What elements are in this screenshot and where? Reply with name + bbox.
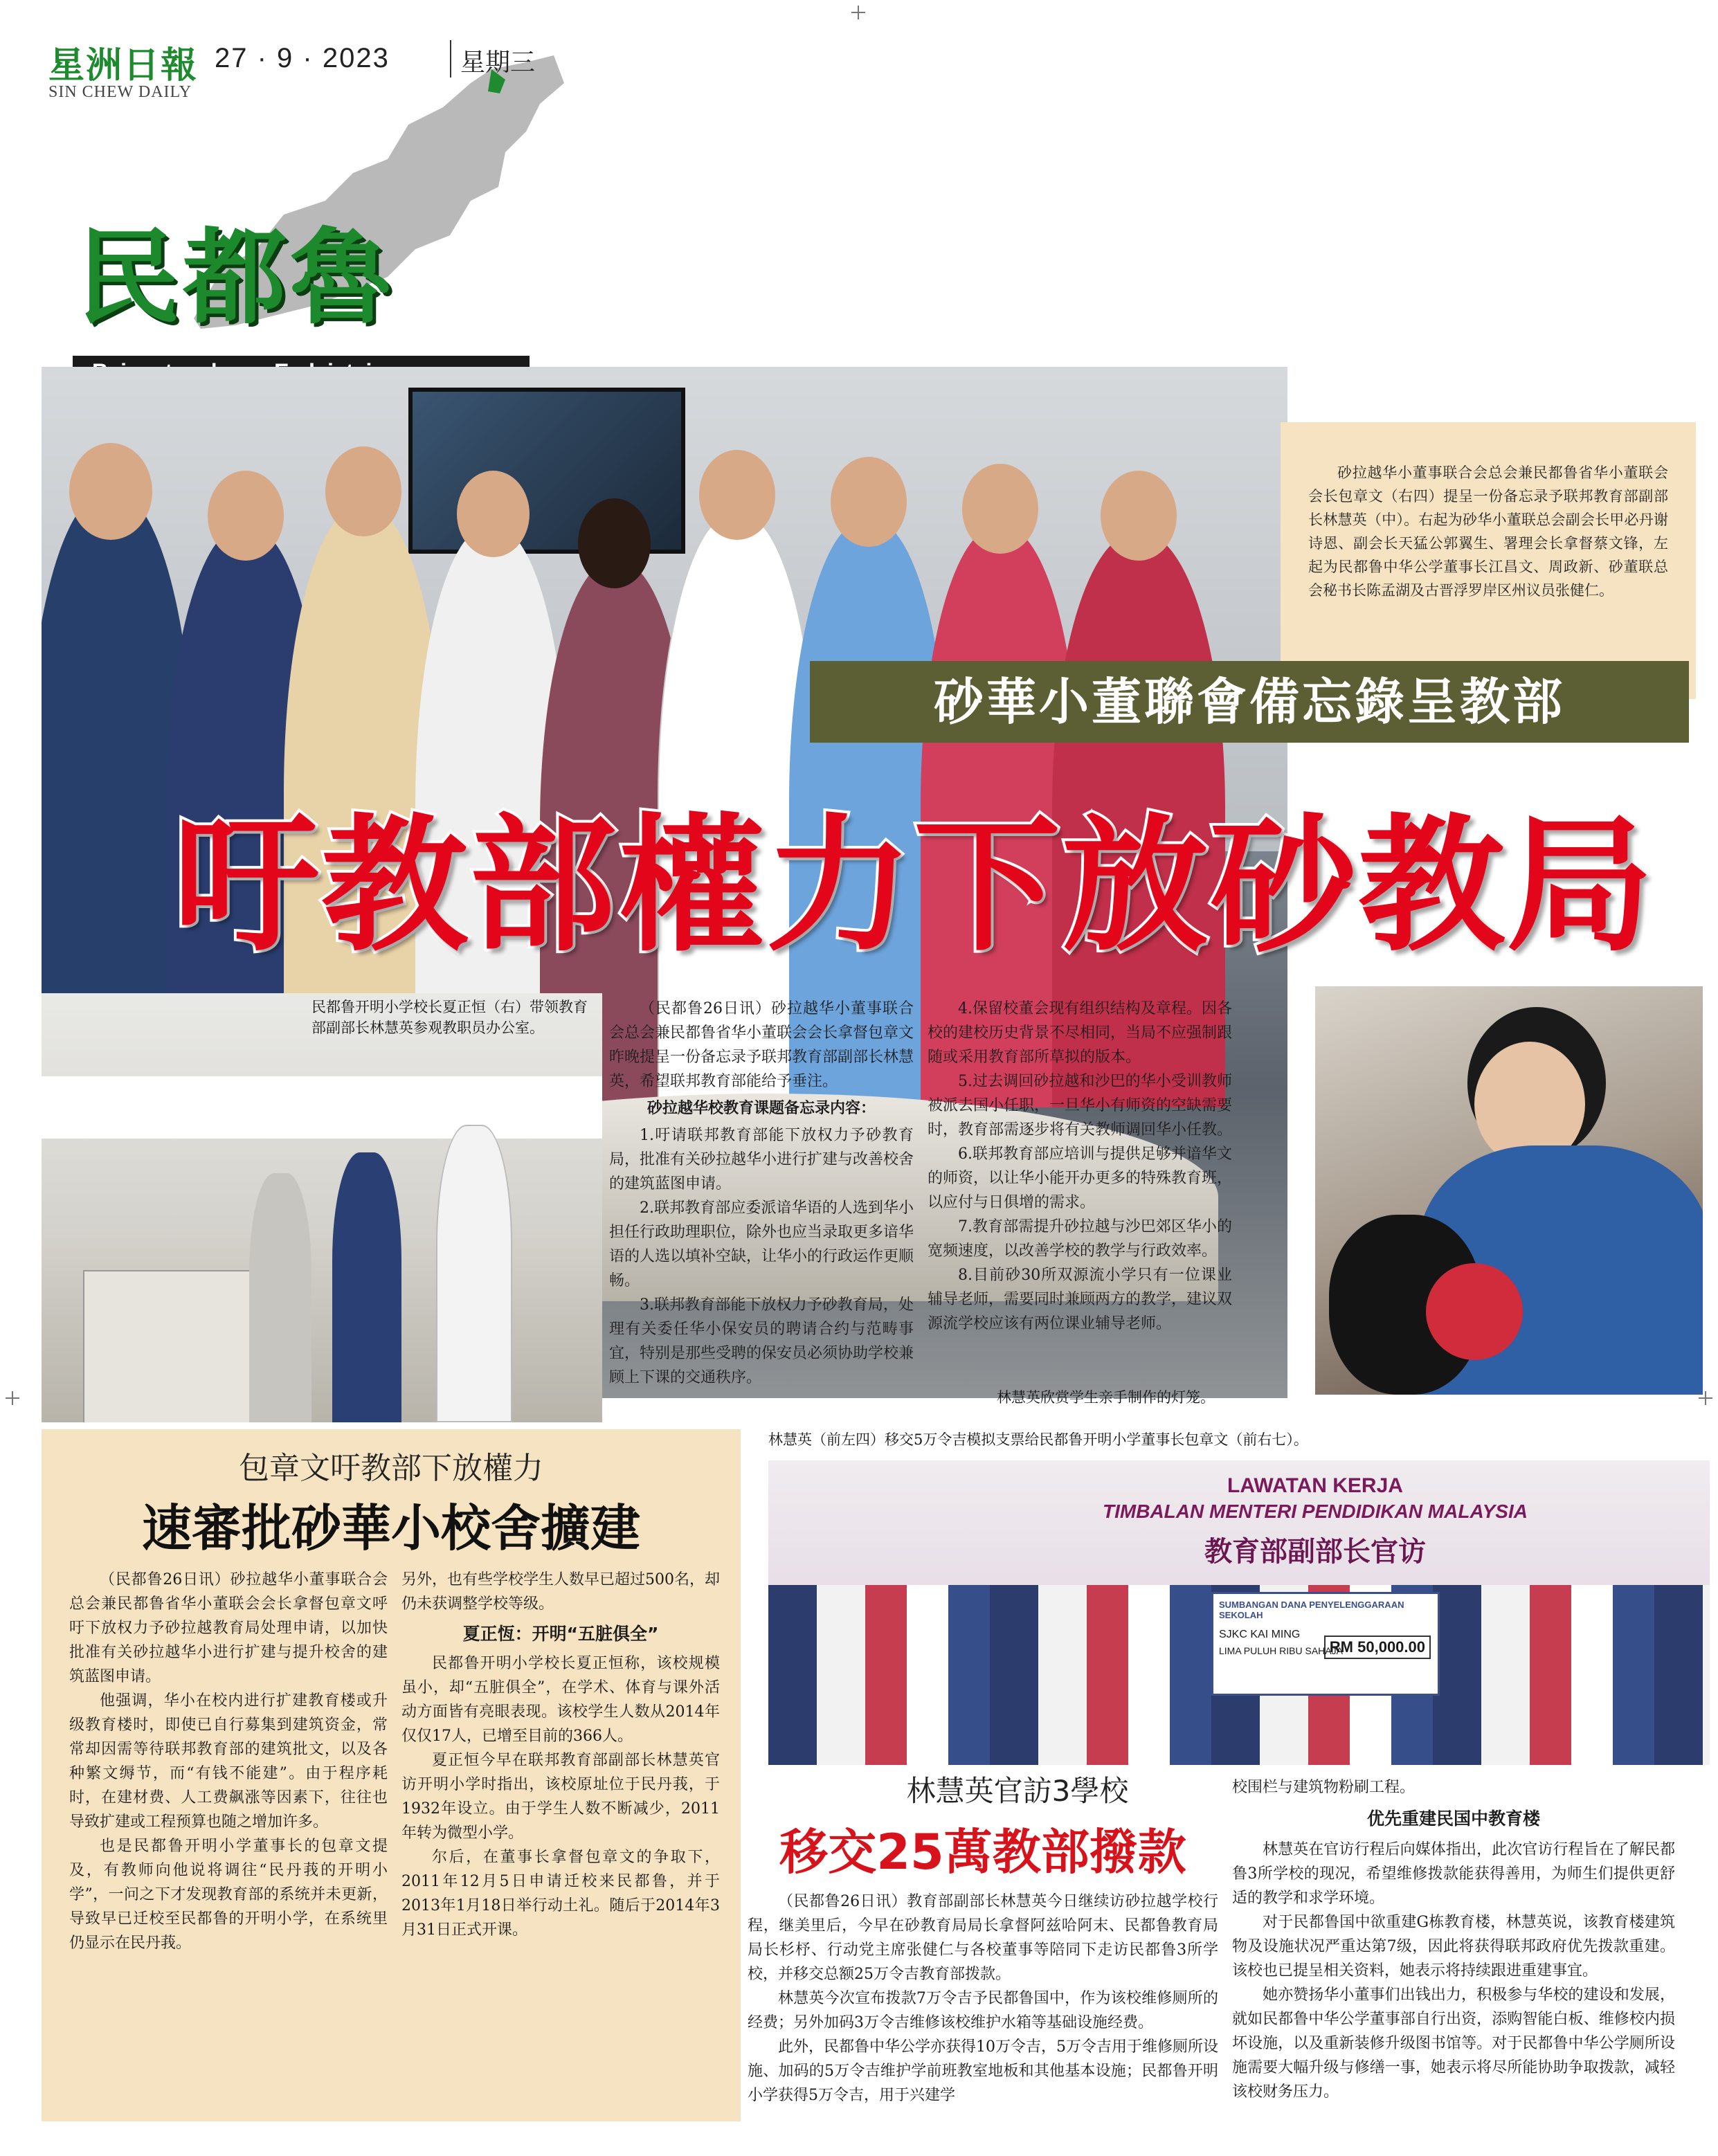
- left-article: [42, 1429, 741, 2121]
- photo-person-head: [1101, 471, 1177, 561]
- article-paragraph: 他强调，华小在校内进行扩建教育楼或升级教育楼时，即使已自行募集到建筑资金，常常却因需等待联邦教育部的建筑批文，以及各种繁文缛节，而“有钱不能建”。由于程序耗时，在建材费、人工费飙涨等因素下，往往也导致扩建或工程预算也随之增加许多。: [69, 1692, 388, 1831]
- photo-person-head: [578, 498, 651, 588]
- article-paragraph: 她亦赞扬华小董事们出钱出力，积极参与华校的建设和发展，就如民都鲁中华公学董事部自行出资，添购智能白板、维修校内损坏设施，以及重新装修升级图书馆等。对于民都鲁中华公学厕所设施需要大幅升级与修缮一事，她表示将尽所能协助争取拨款，减轻该校财务压力。: [1232, 1986, 1675, 2101]
- banner-text: TIMBALAN MENTERI PENDIDIKAN MALAYSIA: [1103, 1501, 1528, 1522]
- cheque-amount: RM 50,000.00: [1324, 1636, 1431, 1659]
- article-paragraph: （民都鲁26日讯）砂拉越华小董事联合会总会兼民都鲁省华小董联会会长拿督包章文呼吁下放权力予砂拉越教育局处理申请，以加快批准有关砂拉越华小进行扩建与提升校舍的建筑蓝图申请。: [69, 1571, 388, 1685]
- left-article-headline: 速審批砂華小校舍擴建: [141, 1499, 640, 1557]
- article-subheading: 夏正恆：开明“五脏俱全”: [462, 1624, 659, 1644]
- memo-item: 2.联邦教育部应委派谙华语的人选到华小担任行政助理职位，除外也应当录取更多谙华语的人选以填补空缺，让华小的行政运作更顺畅。: [609, 1199, 914, 1289]
- article-column: [401, 1568, 720, 1942]
- cheque-photo: [768, 1460, 1710, 1765]
- article-column: [748, 1890, 1218, 2108]
- photo-person-head: [325, 446, 401, 536]
- article-paragraph: 林慧英今次宣布拨款7万令吉予民都鲁国中，作为该校维修厕所的经费；另外加码3万令吉维修该校维护水箱等基础设施经费。: [748, 1990, 1218, 2031]
- memo-item: 4.保留校董会现有组织结构及章程。因各校的建校历史背景不尽相同，当局不应强制跟随或采用教育部所草拟的版本。: [928, 1000, 1233, 1066]
- memo-item: 8.目前砂30所双源流小学只有一位课业辅导老师，需要同时兼顾两方的教学，建议双源流学校应该有两位课业辅导老师。: [928, 1267, 1233, 1332]
- photo-person-head: [69, 443, 152, 540]
- photo-person: [436, 1125, 512, 1422]
- photo-lantern: [1426, 1263, 1523, 1360]
- article-column: [928, 997, 1232, 1336]
- article-paragraph: 夏正恒今早在联邦教育部副部长林慧英官访开明小学时指出，该校原址位于民丹莪，于1932年设立。由于学生人数不断减少，2011年转为微型小学。: [401, 1752, 720, 1842]
- brand-logo-cn: 星洲日報: [48, 44, 199, 87]
- photo-person-head: [831, 457, 907, 547]
- photo-person-head: [699, 450, 775, 540]
- issue-weekday: 星期三: [460, 48, 536, 77]
- article-paragraph: 林慧英在官访行程后向媒体指出，此次官访行程旨在了解民都鲁3所学校的现况，希望维修拨款能获得善用，为师生们提供更舒适的教学和求学环境。: [1232, 1841, 1675, 1907]
- lantern-photo: [1315, 986, 1703, 1395]
- photo-desk: [83, 1270, 263, 1422]
- left-article-kicker: 包章文吁教部下放權力: [239, 1451, 543, 1486]
- memo-item: 3.联邦教育部能下放权力予砂教育局，处理有关委任华小保安员的聘请合约与范畴事宜，特别是那些受聘的保安员必须协助学校兼顾上下课的交通秩序。: [609, 1296, 914, 1386]
- mock-cheque: [1211, 1592, 1440, 1696]
- banner-text: LAWATAN KERJA: [1227, 1474, 1403, 1497]
- article-subheading: 优先重建民国中教育楼: [1366, 1809, 1540, 1829]
- subheadline: 砂華小董聯會備忘錄呈教部: [810, 661, 1689, 743]
- article-paragraph: 民都鲁开明小学校长夏正恒称，该校规模虽小，却“五脏俱全”，在学术、体育与课外活动方面皆有亮眼表现。该校学生人数从2014年仅仅17人，已增至目前的366人。: [401, 1655, 720, 1745]
- photo-person-head: [457, 471, 530, 557]
- photo-person-head: [208, 471, 284, 561]
- article-paragraph: （民都鲁26日讯）教育部副部长林慧英今日继续访砂拉越学校行程，继美里后，今早在砂教育局局长拿督阿兹哈阿末、民都鲁教育局局长杉杼、行动党主席张健仁与各校董事等陪同下走访民都鲁3所学校，并移交总额25万令吉教育部拨款。: [748, 1893, 1218, 1983]
- divider: [450, 40, 451, 78]
- photo-person: [332, 1152, 401, 1422]
- edition-title: 民都魯: [76, 218, 397, 338]
- photo-person: [249, 1173, 311, 1422]
- memo-item: 6.联邦教育部应培训与提供足够并谙华文的师资，以让华小能开办更多的特殊教育班，以应付与日俱增的需求。: [928, 1145, 1233, 1211]
- issue-date: 27 · 9 · 2023: [215, 43, 390, 73]
- memo-item: 7.教育部需提升砂拉越与沙巴郊区华小的宽频速度，以改善学校的教学与行政效率。: [928, 1218, 1232, 1260]
- article-column: [1232, 1775, 1675, 2104]
- cheque-words: LIMA PULUH RIBU SAHAJA: [1219, 1645, 1343, 1656]
- caption-text: 砂拉越华小董事联合会总会兼民都鲁省华小董联会会长包章文（右四）提呈一份备忘录予联邦教育部副部长林慧英（中）。右起为砂华小董联总会副会长甲必丹谢诗恩、副会长天猛公郭翼生、署理会长拿督蔡文锋，左起为民都鲁中华公学董事长江昌文、周政新、砂董联总会秘书长陈孟湖及古晋浮罗岸区州议员张健仁。: [1308, 464, 1668, 599]
- main-headline: 吁教部權力下放砂教局: [173, 800, 1654, 971]
- registration-mark: [6, 1391, 19, 1405]
- school-visit-caption: 民都鲁开明小学校长夏正恒（右）带领教育部副部长林慧英参观教职员办公室。: [311, 999, 588, 1036]
- memo-item: 5.过去调回砂拉越和沙巴的华小受训教师被派去国小任职，一旦华小有师资的空缺需要时，教育部需逐步将有关教师调回华小任教。: [928, 1073, 1233, 1139]
- article-paragraph: 尔后，在董事长拿督包章文的争取下，2011年12月5日申请迁校来民都鲁，并于2013年1月18日举行动土礼。随后于2014年3月31日正式开课。: [401, 1849, 720, 1939]
- article-paragraph: 此外，民都鲁中华公学亦获得10万令吉，5万令吉用于维修厕所设施、加码的5万令吉维护学前班教室地板和其他基本设施；民都鲁开明小学获得5万令吉，用于兴建学: [748, 2038, 1218, 2104]
- masthead: [42, 28, 568, 388]
- cheque-label: SUMBANGAN DANA PENYELENGGARAAN SEKOLAH: [1219, 1600, 1404, 1620]
- cheque-photo-caption: 林慧英（前左四）移交5万令吉模拟支票给民都鲁开明小学董事长包章文（前右七）。: [768, 1431, 1308, 1448]
- registration-mark: [851, 6, 865, 19]
- article-paragraph: 校围栏与建筑物粉刷工程。: [1232, 1779, 1416, 1796]
- memo-title: 砂拉越华校教育课题备忘录内容：: [646, 1100, 876, 1117]
- article-paragraph: 也是民都鲁开明小学董事长的包章文提及，有教师向他说将调往“民丹莪的开明小学”，一问之下才发现教育部的系统并未更新，导致早已迁校至民都鲁的开明小学，在系统里仍显示在民丹莪。: [69, 1838, 388, 1952]
- article-column: [609, 997, 914, 1390]
- article-paragraph: 对于民都鲁国中欲重建G栋教育楼，林慧英说，该教育楼建筑物及设施状况严重达第7级，因此将获得联邦政府优先拨款重建。该校也已提呈相关资料，她表示将持续跟进重建事宜。: [1232, 1914, 1675, 1980]
- hero-photo-caption: [1281, 422, 1696, 699]
- banner-text: 教育部副部长官访: [1204, 1536, 1426, 1568]
- bottom-article-kicker: 林慧英官訪3學校: [906, 1774, 1129, 1808]
- lantern-photo-caption: 林慧英欣赏学生亲手制作的灯笼。: [997, 1389, 1215, 1406]
- cheque-school: SJKC KAI MING: [1219, 1629, 1301, 1640]
- bottom-article-headline: 移交25萬教部撥款: [779, 1824, 1186, 1881]
- brand-logo-en: SIN CHEW DAILY: [48, 83, 192, 101]
- memo-item: 1.吁请联邦教育部能下放权力予砂教育局，批准有关砂拉越华小进行扩建与改善校舍的建筑蓝图申请。: [609, 1127, 914, 1193]
- top-article: [609, 997, 1232, 1426]
- article-paragraph: （民都鲁26日讯）砂拉越华小董事联合会总会兼民都鲁省华小董联会会长拿督包章文昨晚提呈一份备忘录予联邦教育部副部长林慧英，希望联邦教育部能给予垂注。: [609, 1000, 914, 1090]
- article-column: [69, 1568, 388, 1955]
- photo-ceiling: [42, 1076, 602, 1139]
- photo-person-head: [962, 464, 1038, 554]
- article-paragraph: 另外，也有些学校学生人数早已超过500名，却仍未获调整学校等级。: [401, 1571, 720, 1613]
- school-visit-photo: [42, 993, 602, 1422]
